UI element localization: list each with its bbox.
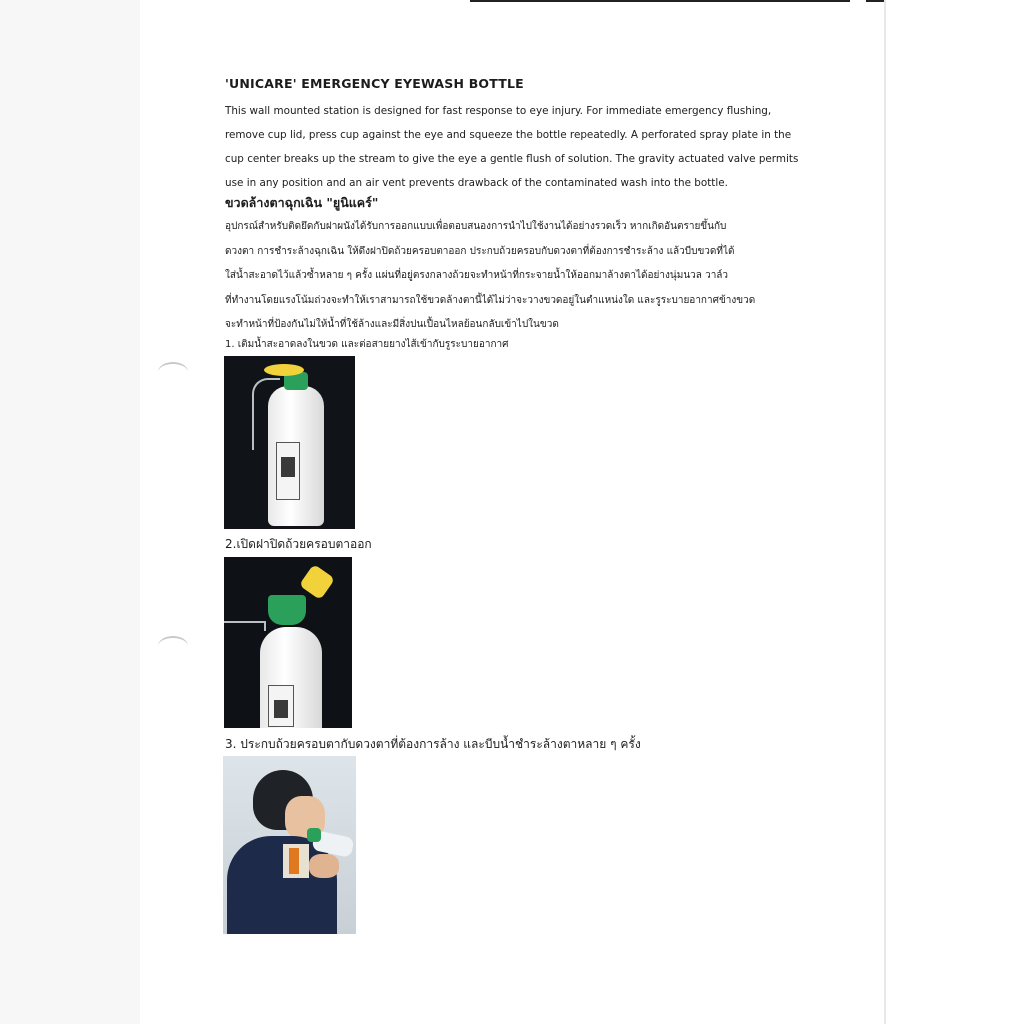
english-description <box>225 99 799 195</box>
person-using-eyewash-photo <box>223 756 356 934</box>
scan-margin <box>0 0 140 1024</box>
air-vent-tube <box>252 378 280 450</box>
cup-lid <box>264 364 304 376</box>
person-scarf <box>289 848 299 874</box>
label-picture <box>281 457 295 477</box>
eye-cup <box>307 828 321 842</box>
thai-line: ใส่น้ำสะอาดไว้แล้วซ้ำหลาย ๆ ครั้ง แผ่นที่อยู่ตรงกลางถ้วยจะทำหน้าที่กระจายน้ำให้ออกมาล้างตาได้อย่างนุ่มนวล วาล์ว <box>225 270 729 281</box>
air-vent-tube <box>224 621 266 631</box>
page-edge-shadow <box>884 0 886 1024</box>
step-2-caption: 2.เปิดฝาปิดถ้วยครอบตาออก <box>225 537 372 551</box>
bottle-label <box>268 685 294 727</box>
bottle-with-tube-photo <box>224 356 355 529</box>
thai-line: อุปกรณ์สำหรับติดยึดกับฝาผนังได้รับการออกแบบเพื่อตอบสนองการนำไปใช้งานได้อย่างรวดเร็ว หากเกิดอันตรายขึ้นกับ <box>225 221 727 232</box>
thai-line: จะทำหน้าที่ป้องกันไม่ให้น้ำที่ใช้ล้างและมีสิ่งปนเปื้อนไหลย้อนกลับเข้าไปในขวด <box>225 319 559 330</box>
english-line: remove cup lid, press cup against the eye and squeeze the bottle repeatedly. A perforated spray plate in the <box>225 129 792 141</box>
top-edge-line <box>470 0 850 2</box>
cup-lid-open <box>299 564 335 600</box>
thai-line: ดวงตา การชำระล้างฉุกเฉิน ให้ดึงฝาปิดถ้วยครอบตาออก ประกบถ้วยครอบกับดวงตาที่ต้องการชำระล้าง แล้วบีบขวดที่ได้ <box>225 245 735 257</box>
label-picture <box>274 700 288 718</box>
eye-cup <box>268 595 306 625</box>
thai-description <box>225 215 800 338</box>
english-line: use in any position and an air vent prevents drawback of the contaminated wash into the bottle. <box>225 177 728 189</box>
step-3-caption: 3. ประกบถ้วยครอบตากับดวงตาที่ต้องการล้าง และบีบน้ำชำระล้างตาหลาย ๆ ครั้ง <box>225 737 641 751</box>
punch-hole-mark <box>158 362 188 382</box>
bottle-lid-open-photo <box>224 557 352 728</box>
document-title: 'UNICARE' EMERGENCY EYEWASH BOTTLE <box>225 76 524 91</box>
english-line: cup center breaks up the stream to give the eye a gentle flush of solution. The gravity actuated valve permits <box>225 153 799 165</box>
thai-line: ที่ทำงานโดยแรงโน้มถ่วงจะทำให้เราสามารถใช้ขวดล้างตานี้ได้ไม่ว่าจะวางขวดอยู่ในตำแหน่งใด และรูระบายอากาศข้างขวด <box>225 294 756 306</box>
english-line: This wall mounted station is designed for fast response to eye injury. For immediate emergency flushing, <box>225 105 772 117</box>
thai-title: ขวดล้างตาฉุกเฉิน "ยูนิแคร์" <box>225 195 379 210</box>
top-edge-mark <box>866 0 884 2</box>
punch-hole-mark <box>158 636 188 656</box>
step-1-caption: 1. เติมน้ำสะอาดลงในขวด และต่อสายยางไส้เข้ากับรูระบายอากาศ <box>225 339 509 350</box>
person-hand <box>309 854 339 878</box>
bottle-label <box>276 442 300 500</box>
